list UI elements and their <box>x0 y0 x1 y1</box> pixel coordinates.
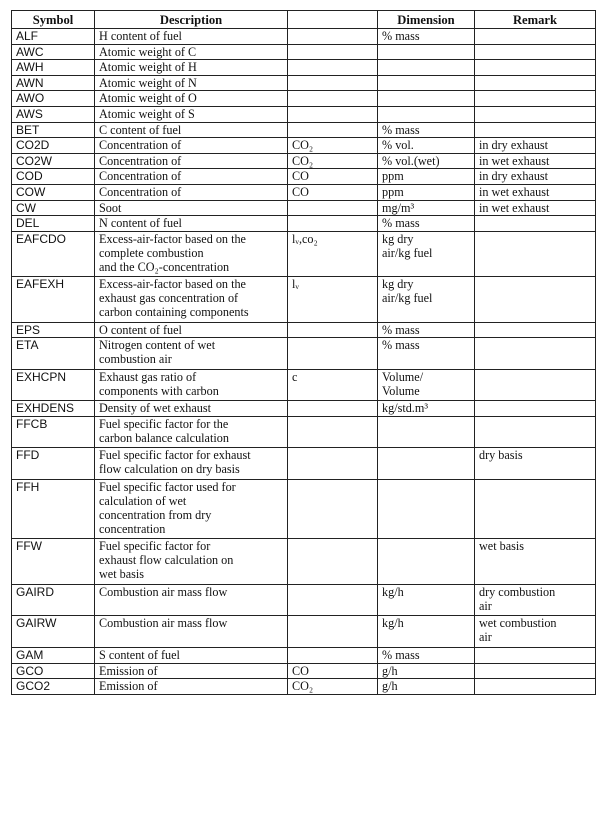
remark-cell: dry basis <box>475 448 596 480</box>
symbol-cell: EPS <box>12 322 95 338</box>
formula-cell: CO <box>288 184 378 200</box>
symbol-cell: EXHDENS <box>12 401 95 417</box>
remark-cell <box>475 369 596 401</box>
formula-cell <box>288 44 378 60</box>
symbol-cell: AWC <box>12 44 95 60</box>
table-row <box>12 277 596 323</box>
description-cell: Atomic weight of S <box>95 106 288 122</box>
table-row <box>12 479 596 539</box>
table-row <box>12 153 596 169</box>
formula-cell <box>288 216 378 232</box>
description-cell: N content of fuel <box>95 216 288 232</box>
description-cell: Concentration of <box>95 169 288 185</box>
remark-cell <box>475 322 596 338</box>
table-row <box>12 122 596 138</box>
symbol-table <box>11 10 596 695</box>
formula-cell <box>288 616 378 648</box>
symbol-cell: FFH <box>12 479 95 539</box>
remark-cell: wet combustion air <box>475 616 596 648</box>
remark-cell <box>475 216 596 232</box>
formula-cell <box>288 200 378 216</box>
remark-cell <box>475 479 596 539</box>
table-row <box>12 616 596 648</box>
formula-cell: CO <box>288 663 378 679</box>
remark-cell: in wet exhaust <box>475 184 596 200</box>
table-row <box>12 29 596 45</box>
formula-cell <box>288 416 378 448</box>
dimension-cell: % vol. <box>378 138 475 154</box>
table-row <box>12 338 596 370</box>
symbol-cell: AWH <box>12 60 95 76</box>
table-row <box>12 169 596 185</box>
remark-cell <box>475 44 596 60</box>
table-row <box>12 44 596 60</box>
description-cell: Fuel specific factor for the carbon balance calculation <box>95 416 288 448</box>
header-symbol: Symbol <box>12 11 95 29</box>
table-row <box>12 401 596 417</box>
formula-cell <box>288 106 378 122</box>
remark-cell: in dry exhaust <box>475 138 596 154</box>
header-row <box>12 11 596 29</box>
remark-cell <box>475 679 596 695</box>
dimension-cell <box>378 539 475 585</box>
table-row <box>12 679 596 695</box>
dimension-cell: mg/m³ <box>378 200 475 216</box>
dimension-cell: % mass <box>378 122 475 138</box>
table-body <box>12 29 596 695</box>
header-dimension: Dimension <box>378 11 475 29</box>
formula-cell <box>288 75 378 91</box>
symbol-cell: DEL <box>12 216 95 232</box>
dimension-cell: % mass <box>378 216 475 232</box>
table-row <box>12 663 596 679</box>
dimension-cell: % mass <box>378 338 475 370</box>
dimension-cell <box>378 60 475 76</box>
dimension-cell: ppm <box>378 169 475 185</box>
table-row <box>12 184 596 200</box>
description-cell: Nitrogen content of wet combustion air <box>95 338 288 370</box>
description-cell: S content of fuel <box>95 647 288 663</box>
formula-cell <box>288 647 378 663</box>
description-cell: Atomic weight of H <box>95 60 288 76</box>
dimension-cell: ppm <box>378 184 475 200</box>
remark-cell <box>475 231 596 277</box>
formula-cell: CO <box>288 169 378 185</box>
formula-cell <box>288 29 378 45</box>
symbol-cell: CO2D <box>12 138 95 154</box>
remark-cell <box>475 401 596 417</box>
dimension-cell: kg/h <box>378 584 475 616</box>
table-row <box>12 647 596 663</box>
formula-cell: CO₂ <box>288 138 378 154</box>
description-cell: Concentration of <box>95 153 288 169</box>
formula-cell <box>288 401 378 417</box>
dimension-cell: kg/std.m³ <box>378 401 475 417</box>
table-row <box>12 91 596 107</box>
symbol-cell: GCO <box>12 663 95 679</box>
description-cell: Concentration of <box>95 138 288 154</box>
description-cell: O content of fuel <box>95 322 288 338</box>
table-row <box>12 75 596 91</box>
description-cell: C content of fuel <box>95 122 288 138</box>
description-cell: Atomic weight of O <box>95 91 288 107</box>
header-description: Description <box>95 11 288 29</box>
symbol-cell: AWS <box>12 106 95 122</box>
formula-cell: lᵥ,co₂ <box>288 231 378 277</box>
remark-cell <box>475 663 596 679</box>
remark-cell <box>475 416 596 448</box>
symbol-cell: EAFEXH <box>12 277 95 323</box>
table-row <box>12 106 596 122</box>
description-cell: Combustion air mass flow <box>95 584 288 616</box>
table-row <box>12 369 596 401</box>
symbol-cell: FFCB <box>12 416 95 448</box>
remark-cell <box>475 75 596 91</box>
description-cell: Excess-air-factor based on the complete combustion and the CO₂-concentration <box>95 231 288 277</box>
remark-cell <box>475 647 596 663</box>
formula-cell <box>288 322 378 338</box>
table-row <box>12 60 596 76</box>
dimension-cell: % vol.(wet) <box>378 153 475 169</box>
description-cell: Fuel specific factor used for calculation of wet concentration from dry concentration <box>95 479 288 539</box>
description-cell: Atomic weight of C <box>95 44 288 60</box>
dimension-cell: kg dry air/kg fuel <box>378 277 475 323</box>
dimension-cell: % mass <box>378 29 475 45</box>
symbol-cell: AWO <box>12 91 95 107</box>
formula-cell: CO₂ <box>288 679 378 695</box>
formula-cell <box>288 338 378 370</box>
formula-cell <box>288 584 378 616</box>
remark-cell: dry combustion air <box>475 584 596 616</box>
header-remark: Remark <box>475 11 596 29</box>
description-cell: Fuel specific factor for exhaust flow calculation on dry basis <box>95 448 288 480</box>
dimension-cell <box>378 106 475 122</box>
description-cell: Atomic weight of N <box>95 75 288 91</box>
symbol-cell: COW <box>12 184 95 200</box>
remark-cell <box>475 60 596 76</box>
dimension-cell <box>378 416 475 448</box>
dimension-cell <box>378 448 475 480</box>
symbol-cell: CO2W <box>12 153 95 169</box>
description-cell: Emission of <box>95 679 288 695</box>
symbol-cell: GAIRW <box>12 616 95 648</box>
symbol-cell: GAM <box>12 647 95 663</box>
table-row <box>12 584 596 616</box>
formula-cell <box>288 448 378 480</box>
remark-cell <box>475 122 596 138</box>
description-cell: Combustion air mass flow <box>95 616 288 648</box>
header-formula <box>288 11 378 29</box>
dimension-cell: kg dry air/kg fuel <box>378 231 475 277</box>
dimension-cell: Volume/ Volume <box>378 369 475 401</box>
formula-cell <box>288 122 378 138</box>
dimension-cell: % mass <box>378 647 475 663</box>
table-row <box>12 539 596 585</box>
symbol-cell: EAFCDO <box>12 231 95 277</box>
formula-cell <box>288 91 378 107</box>
description-cell: Density of wet exhaust <box>95 401 288 417</box>
symbol-cell: AWN <box>12 75 95 91</box>
formula-cell: CO₂ <box>288 153 378 169</box>
description-cell: Concentration of <box>95 184 288 200</box>
symbol-cell: FFD <box>12 448 95 480</box>
remark-cell: in dry exhaust <box>475 169 596 185</box>
formula-cell <box>288 539 378 585</box>
table-row <box>12 416 596 448</box>
description-cell: H content of fuel <box>95 29 288 45</box>
formula-cell: lᵥ <box>288 277 378 323</box>
symbol-cell: GAIRD <box>12 584 95 616</box>
description-cell: Emission of <box>95 663 288 679</box>
formula-cell: c <box>288 369 378 401</box>
dimension-cell: g/h <box>378 679 475 695</box>
description-cell: Excess-air-factor based on the exhaust gas concentration of carbon containing components <box>95 277 288 323</box>
remark-cell: in wet exhaust <box>475 153 596 169</box>
description-cell: Exhaust gas ratio of components with carbon <box>95 369 288 401</box>
description-cell: Fuel specific factor for exhaust flow calculation on wet basis <box>95 539 288 585</box>
formula-cell <box>288 479 378 539</box>
symbol-cell: ETA <box>12 338 95 370</box>
remark-cell <box>475 338 596 370</box>
remark-cell: wet basis <box>475 539 596 585</box>
remark-cell <box>475 277 596 323</box>
table-row <box>12 448 596 480</box>
description-cell: Soot <box>95 200 288 216</box>
symbol-cell: ALF <box>12 29 95 45</box>
symbol-cell: FFW <box>12 539 95 585</box>
remark-cell <box>475 29 596 45</box>
table-row <box>12 216 596 232</box>
symbol-cell: EXHCPN <box>12 369 95 401</box>
table-row <box>12 322 596 338</box>
symbol-cell: CW <box>12 200 95 216</box>
dimension-cell: % mass <box>378 322 475 338</box>
remark-cell <box>475 106 596 122</box>
table-row <box>12 231 596 277</box>
dimension-cell <box>378 75 475 91</box>
dimension-cell: kg/h <box>378 616 475 648</box>
table-row <box>12 200 596 216</box>
remark-cell: in wet exhaust <box>475 200 596 216</box>
symbol-cell: GCO2 <box>12 679 95 695</box>
dimension-cell <box>378 91 475 107</box>
formula-cell <box>288 60 378 76</box>
dimension-cell: g/h <box>378 663 475 679</box>
symbol-cell: BET <box>12 122 95 138</box>
remark-cell <box>475 91 596 107</box>
dimension-cell <box>378 44 475 60</box>
table-row <box>12 138 596 154</box>
dimension-cell <box>378 479 475 539</box>
symbol-cell: COD <box>12 169 95 185</box>
